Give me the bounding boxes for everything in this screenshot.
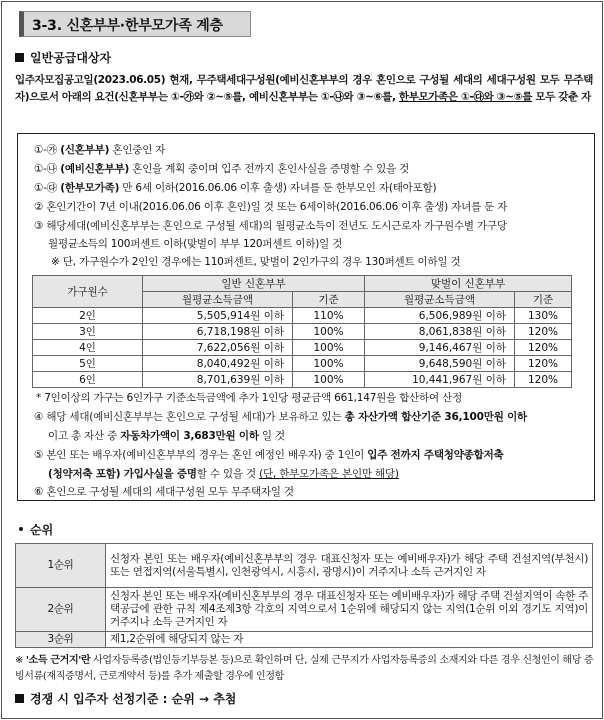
income-base-note: ※ '소득 근거지'란 사업자등록증(법인등기부등본 등)으로 확인하며 단, 실제 근무지가 사업자등록증의 소재지와 다른 경우 신청인이 해당 증빙서류(재직증명서, 근로계약서 등)를 추가 제출할 경우에 인정함 bbox=[15, 655, 594, 682]
condition-marriage-period: ② 혼인기간이 7년 이내(2016.06.06 이후 혼인)일 것 또는 6세이하(2016.06.06 이후 출생) 자녀를 둔 자 bbox=[34, 201, 508, 213]
section-title: 3-3. 신혼부부·한부모가족 계층 bbox=[32, 18, 223, 34]
sub-amount-header: 월평균소득금액 bbox=[365, 292, 515, 308]
intro-underlined: 한부모가족은 ①-㉰와 ③~⑤를 bbox=[398, 91, 533, 103]
condition-prenewlywed: ①-㉯ (예비신혼부부) 혼인을 계획 중이며 입주 전까지 혼인사실을 증명할 수 있을 것 bbox=[34, 163, 410, 175]
table-row: 5인 8,040,492원 이하 100% 9,648,590원 이하 120% bbox=[33, 356, 572, 372]
income-footnote: * 7인이상의 가구는 6인가구 기준소득금액에 추가 1인당 평균금액 661,147원을 합산하여 산정 bbox=[36, 392, 463, 404]
group-dual-header: 맞벌이 신혼부부 bbox=[365, 276, 572, 292]
selection-heading: 경쟁 시 입주자 선정기준 : 순위 → 추첨 bbox=[15, 690, 236, 707]
table-row bbox=[16, 588, 593, 632]
document-page bbox=[1, 1, 603, 719]
table-row bbox=[16, 544, 593, 588]
square-bullet-icon bbox=[15, 53, 24, 62]
rank-table bbox=[15, 543, 593, 648]
rank-heading: 순위 bbox=[19, 521, 53, 538]
table-row: 3인 6,718,198원 이하 100% 8,061,838원 이하 120% bbox=[33, 324, 572, 340]
rank-text: 제1,2순위에 해당되지 않는 자 bbox=[106, 632, 593, 648]
sub-criteria-header: 기준 bbox=[515, 292, 572, 308]
income-table bbox=[32, 275, 572, 388]
dot-bullet-icon bbox=[19, 527, 23, 531]
condition-savings-line2: (청약저축 포함) 가입사실을 증명할 수 있을 것 (단, 한부모가족은 본인만 해당) bbox=[48, 468, 399, 480]
intro-paragraph: 입주자모집공고일(2023.06.05) 현재, 무주택세대구성원(예비신혼부부의 경우 혼인으로 구성될 세대의 세대구성원 모두 무주택자)으로서 아래의 요건(신혼부부는 ①-㉮와 ②~⑤를, 예비신혼부부는 ①-㉯와 ③~⑥를, 한부모가족은 ①-㉰와 ③~⑤를 모두 갖춘 자 bbox=[15, 74, 593, 103]
rank-label: 2순위 bbox=[16, 588, 106, 632]
general-heading: 일반공급대상자 bbox=[15, 49, 111, 66]
condition-assets-line1: ④ 해당 세대(예비신혼부부는 혼인으로 구성될 세대)가 보유하고 있는 총 자산가액 합산기준 36,100만원 이하 bbox=[34, 411, 527, 423]
rank-label: 3순위 bbox=[16, 632, 106, 648]
table-row: 2인 5,505,914원 이하 110% 6,506,989원 이하 130% bbox=[33, 308, 572, 324]
condition-assets-line2: 이고 총 자산 중 자동차가액이 3,683만원 이하 일 것 bbox=[48, 430, 285, 442]
condition-income-line1: ③ 해당세대(예비신혼부부는 혼인으로 구성될 세대)의 월평균소득이 전년도 도시근로자 가구원수별 가구당 bbox=[34, 220, 507, 232]
section-title-box bbox=[19, 11, 251, 37]
table-row bbox=[16, 632, 593, 648]
sub-criteria-header: 기준 bbox=[293, 292, 365, 308]
sub-amount-header: 월평균소득금액 bbox=[143, 292, 293, 308]
condition-homeless: ⑥ 혼인으로 구성될 세대의 세대구성원 모두 무주택자일 것 bbox=[34, 486, 294, 498]
condition-income-note: ※ 단, 가구원수가 2인인 경우에는 110퍼센트, 맞벌이 2인가구의 경우 130퍼센트 이하일 것 bbox=[51, 256, 461, 268]
table-row: 6인 8,701,639원 이하 100% 10,441,967원 이하 120% bbox=[33, 372, 572, 388]
square-bullet-icon bbox=[15, 694, 24, 703]
condition-income-line2: 월평균소득의 100퍼센트 이하(맞벌이 부부 120퍼센트 이하)일 것 bbox=[48, 238, 343, 250]
col-members-header: 가구원수 bbox=[33, 276, 143, 308]
condition-savings-line1: ⑤ 본인 또는 배우자(예비신혼부부의 경우는 혼인 예정인 배우자) 중 1인이 입주 전까지 주택청약종합저축 bbox=[34, 449, 504, 461]
rank-label: 1순위 bbox=[16, 544, 106, 588]
condition-single-parent: ①-㉰ (한부모가족) 만 6세 이하(2016.06.06 이후 출생) 자녀를 둔 한부모인 자(태아포함) bbox=[34, 182, 437, 194]
rank-text: 신청자 본인 또는 배우자(예비신혼부부의 경우 대표신청자 또는 예비배우자)가 해당 주택 건설지역(부천시) 또는 연접지역(서울특별시, 인천광역시, 시흥시, 광명시)이 거주지나 소득 근거지인 자 bbox=[106, 544, 593, 588]
condition-newlywed: ①-㉮ (신혼부부) 혼인중인 자 bbox=[34, 144, 166, 156]
table-row: 4인 7,622,056원 이하 100% 9,146,467원 이하 120% bbox=[33, 340, 572, 356]
group-general-header: 일반 신혼부부 bbox=[143, 276, 365, 292]
rank-text: 신청자 본인 또는 배우자(예비신혼부부의 경우 대표신청자 또는 예비배우자)가 해당 주택 건설지역이 속한 주택공급에 관한 규칙 제4조제3항 각호의 지역으로서 1순위에 해당되지 않는 지역(1순위 이외 경기도 지역)이 거주지나 소득 근거지인 자 bbox=[106, 588, 593, 632]
